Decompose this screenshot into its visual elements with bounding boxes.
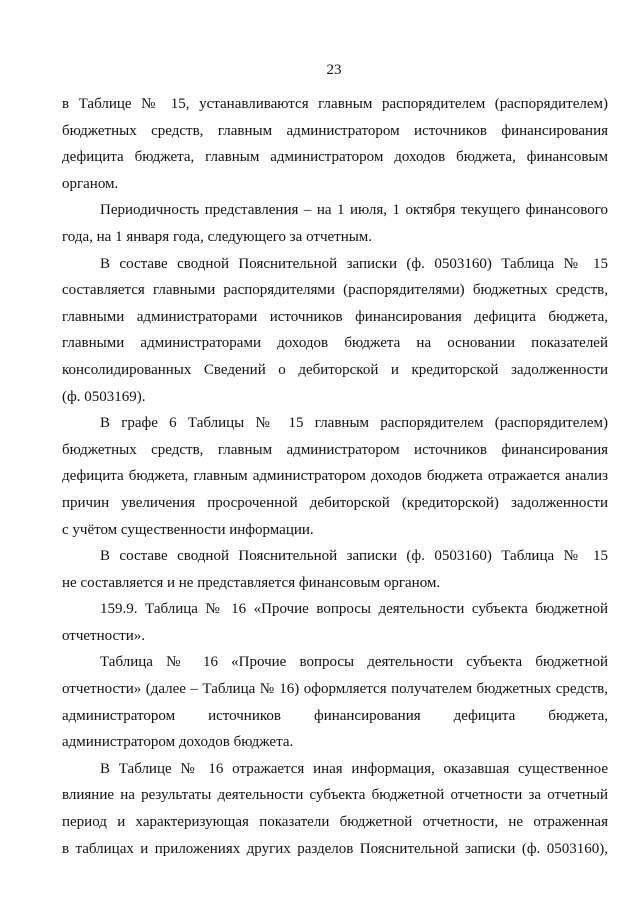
paragraph-table15-approval (62, 91, 608, 197)
page-number: 23 (326, 62, 342, 78)
text-line: бюджетных средств, главным администратором источников финансирования (62, 441, 608, 458)
text-line: года, на 1 января года, следующего за отчетным. (62, 228, 373, 245)
paragraph-table15-not-compiled (62, 543, 608, 596)
text-line: В составе сводной Пояснительной записки (ф. 0503160) Таблица № 15 (100, 548, 608, 565)
text-line: администратором доходов бюджета. (62, 734, 294, 751)
text-line: (ф. 0503169). (62, 388, 146, 405)
text-line: консолидированных Сведений о дебиторской и кредиторской задолженности (62, 361, 608, 378)
text-line: период и характеризующая показатели бюджетной отчетности, не отраженная (62, 814, 608, 831)
paragraph-column6-table15 (62, 410, 608, 543)
text-line: В Таблице № 16 отражается иная информация, оказавшая существенное (100, 760, 608, 777)
text-line: 159.9. Таблица № 16 «Прочие вопросы деятельности субъекта бюджетной (100, 601, 608, 618)
text-line: отчетности» (далее – Таблица № 16) оформляется получателем бюджетных средств, (62, 681, 608, 698)
text-line: отчетности». (62, 627, 146, 644)
text-line: дефицита бюджета, главным администратором доходов бюджета, финансовым (62, 149, 608, 166)
paragraph-table16-content (62, 756, 608, 862)
text-line: в таблицах и приложениях других разделов Пояснительной записки (ф. 0503160), (62, 840, 608, 857)
text-line: составляется главными распорядителями (распорядителями) бюджетных средств, (62, 282, 608, 299)
paragraph-consolidated-table15 (62, 251, 608, 411)
text-line: влияние на результаты деятельности субъекта бюджетной отчетности за отчетный (62, 787, 608, 804)
section-heading-159-9 (62, 596, 608, 649)
text-line: главными администраторами доходов бюджета на основании показателей (62, 335, 608, 352)
text-line: бюджетных средств, главным администратором источников финансирования (62, 122, 608, 139)
text-line: с учётом существенности информации. (62, 521, 314, 538)
body-text (62, 91, 608, 862)
text-line: не составляется и не представляется финансовым органом. (62, 574, 441, 591)
text-line: Периодичность представления – на 1 июля, 1 октября текущего финансового (100, 202, 608, 219)
text-line: главными администраторами источников финансирования дефицита бюджета, (62, 308, 608, 325)
text-line: органом. (62, 175, 119, 192)
text-line: в Таблице № 15, устанавливаются главным распорядителем (распорядителем) (62, 96, 608, 112)
text-line: В графе 6 Таблицы № 15 главным распорядителем (распорядителем) (100, 415, 608, 432)
text-line: дефицита бюджета, главным администратором доходов бюджета отражается анализ (62, 468, 608, 485)
text-line: причин увеличения просроченной дебиторской (кредиторской) задолженности (62, 494, 608, 511)
paragraph-periodicity (62, 197, 608, 250)
text-line: Таблица № 16 «Прочие вопросы деятельности субъекта бюджетной (100, 654, 608, 671)
text-line: В составе сводной Пояснительной записки (ф. 0503160) Таблица № 15 (100, 255, 608, 272)
text-line: администратором источников финансирования дефицита бюджета, (62, 707, 608, 724)
paragraph-table16-definition (62, 649, 608, 755)
